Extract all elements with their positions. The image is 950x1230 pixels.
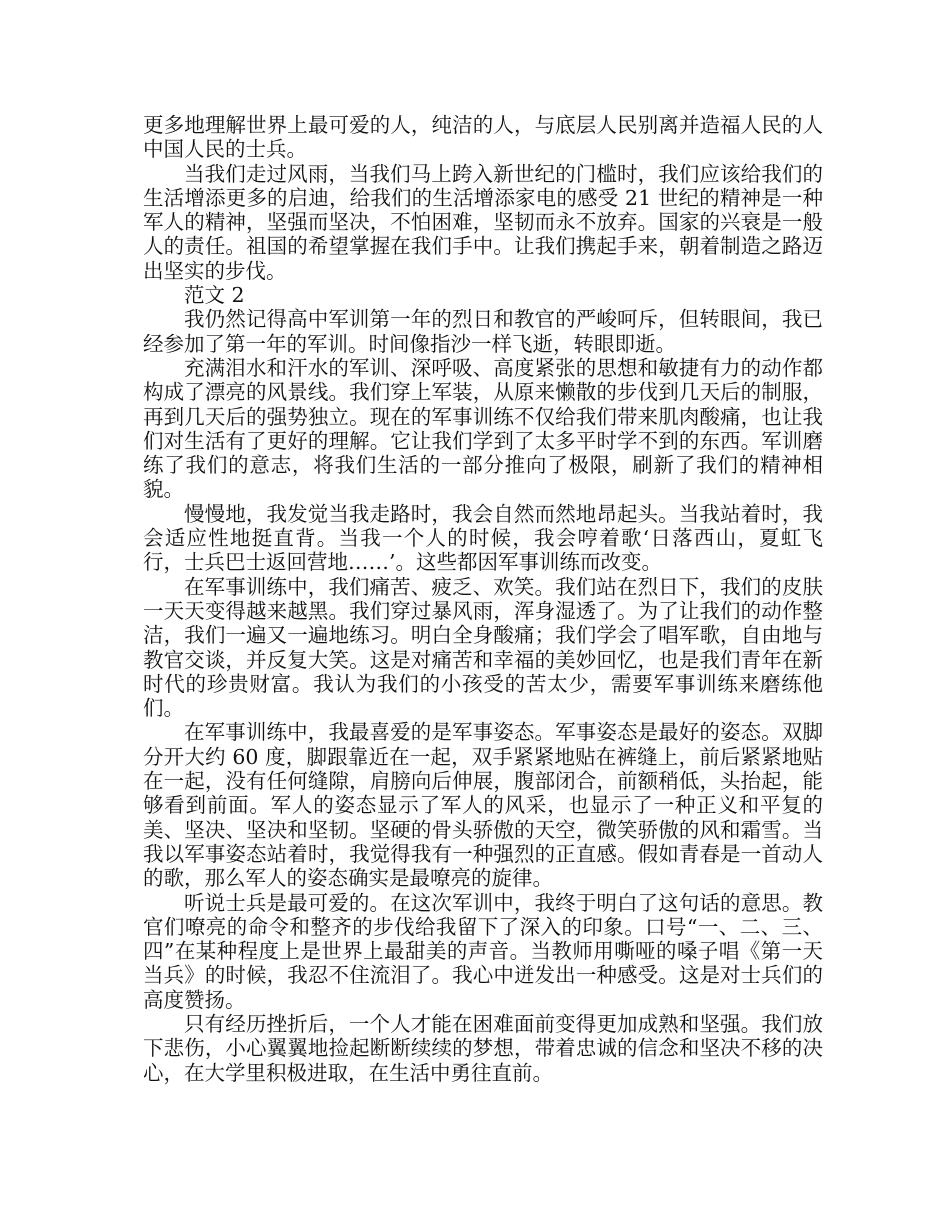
paragraph-hardship: 在军事训练中，我们痛苦、疲乏、欢笑。我们站在烈日下，我们的皮肤一天天变得越来越黑。我们穿过暴风雨，浑身湿透了。为了让我们的动作整洁，我们一遍又一遍地练习。明白全身酸痛；我们学会了唱军歌，自由地与教官交谈，并反复大笑。这是对痛苦和幸福的美妙回忆，也是我们青年在新时代的珍贵财富。我认为我们的小孩受的苦太少，需要军事训练来磨练他们。 bbox=[143, 574, 823, 721]
paragraph-conclusion: 只有经历挫折后，一个人才能在困难面前变得更加成熟和坚强。我们放下悲伤，小心翼翼地捡起断断续续的梦想，带着忠诚的信念和坚决不移的决心，在大学里积极进取，在生活中勇往直前。 bbox=[143, 1011, 823, 1085]
paragraph-memory: 我仍然记得高中军训第一年的烈日和教官的严峻呵斥，但转眼间，我已经参加了第一年的军训。时间像指沙一样飞逝，转眼即逝。 bbox=[143, 307, 823, 356]
paragraph-posture: 在军事训练中，我最喜爱的是军事姿态。军事姿态是最好的姿态。双脚分开大约 60 度，脚跟靠近在一起，双手紧紧地贴在裤缝上，前后紧紧地贴在一起，没有任何缝隙，肩膀向后伸展，腹部闭合，前额稍低，头抬起，能够看到前面。军人的姿态显示了军人的风采，也显示了一种正义和平复的美、坚决、坚决和坚韧。坚硬的骨头骄傲的天空，微笑骄傲的风和霜雪。当我以军事姿态站着时，我觉得我有一种强烈的正直感。假如青春是一首动人的歌，那么军人的姿态确实是最嘹亮的旋律。 bbox=[143, 720, 823, 891]
document-page bbox=[143, 113, 823, 1085]
section-title: 范文 2 bbox=[184, 283, 245, 308]
paragraph-habits: 慢慢地，我发觉当我走路时，我会自然而然地昂起头。当我站着时，我会适应性地挺直背。当我一个人的时候，我会哼着歌‘日落西山，夏虹飞行，士兵巴士返回营地……’。这些都因军事训练而改变。 bbox=[143, 501, 823, 575]
paragraph-continuation: 更多地理解世界上最可爱的人，纯洁的人，与底层人民别离并造福人民的人中国人民的士兵。 bbox=[143, 113, 823, 162]
paragraph-new-century: 当我们走过风雨，当我们马上跨入新世纪的门槛时，我们应该给我们的生活增添更多的启迪，给我们的生活增添家电的感受 21 世纪的精神是一种军人的精神，坚强而坚决，不怕困难，坚韧而永不放弃。国家的兴衰是一般人的责任。祖国的希望掌握在我们手中。让我们携起手来，朝着制造之路迈出坚实的步伐。 bbox=[143, 161, 823, 283]
paragraph-training-scenery: 充满泪水和汗水的军训、深呼吸、高度紧张的思想和敏捷有力的动作都构成了漂亮的风景线。我们穿上军装，从原来懒散的步伐到几天后的制服，再到几天后的强势独立。现在的军事训练不仅给我们带来肌肉酸痛，也让我们对生活有了更好的理解。它让我们学到了太多平时学不到的东西。军训磨练了我们的意志，将我们生活的一部分推向了极限，刷新了我们的精神相貌。 bbox=[143, 355, 823, 502]
paragraph-soldiers: 听说士兵是最可爱的。在这次军训中，我终于明白了这句话的意思。教官们嘹亮的命令和整齐的步伐给我留下了深入的印象。口号“一、二、三、四”在某种程度上是世界上最甜美的声音。当教师用嘶哑的嗓子唱《第一天当兵》的时候，我忍不住流泪了。我心中迸发出一种感受。这是对士兵们的高度赞扬。 bbox=[143, 890, 823, 1012]
